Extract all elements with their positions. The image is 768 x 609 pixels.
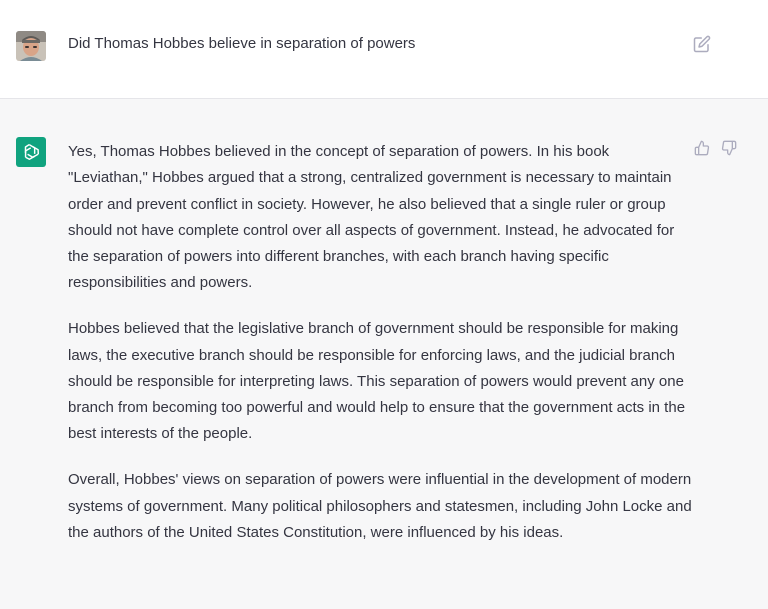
thumbs-down-icon[interactable] <box>721 140 739 158</box>
openai-logo-icon <box>16 137 46 167</box>
assistant-message-text <box>68 139 692 566</box>
answer-paragraph: Overall, Hobbes' views on separation of powers were influential in the development of modern systems of government. Many political philosophers and statesmen, including John Locke and the authors of the United States Constitution, were influenced by his ideas. <box>68 471 692 541</box>
thumbs-up-icon[interactable] <box>694 140 712 158</box>
answer-paragraph: Hobbes believed that the legislative branch of government should be responsible for making laws, the executive branch should be responsible for enforcing laws, and the judicial branch should be responsible for interpreting laws. This separation of powers would prevent any one branch from becoming too powerful and would help to ensure that the government acts in the best interests of the people. <box>68 320 686 443</box>
assistant-message-row <box>0 99 768 609</box>
edit-icon[interactable] <box>693 35 711 53</box>
user-message-text: Did Thomas Hobbes believe in separation of powers <box>68 35 416 52</box>
user-avatar <box>16 31 46 61</box>
answer-paragraph: Yes, Thomas Hobbes believed in the concept of separation of powers. In his book "Leviathan," Hobbes argued that a strong, centralized government is necessary to maintain order and prevent conflict in society. However, he also believed that a single ruler or group should not have complete control over all aspects of government. Instead, he advocated for the separation of powers into different branches, with each branch having specific responsibilities and powers. <box>68 143 675 292</box>
user-message-row <box>0 0 768 99</box>
